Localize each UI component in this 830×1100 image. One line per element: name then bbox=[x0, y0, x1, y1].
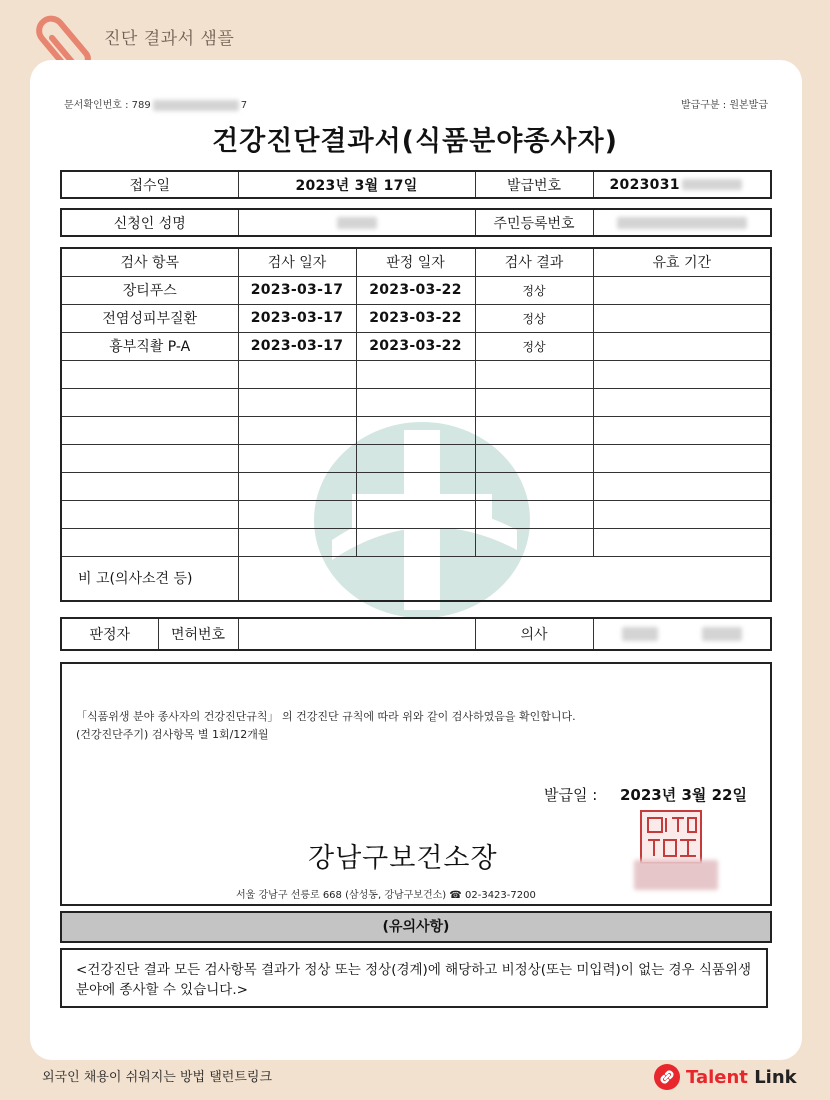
resident-number bbox=[593, 209, 771, 236]
column-header: 판정 일자 bbox=[356, 248, 475, 276]
test-result: 정상 bbox=[475, 332, 593, 360]
empty-row bbox=[61, 388, 771, 416]
sample-label: 진단 결과서 샘플 bbox=[104, 29, 235, 49]
doctor-name bbox=[593, 618, 771, 650]
health-center-chief: 강남구보건소장 bbox=[308, 843, 498, 874]
health-center-address: 서울 강남구 선릉로 668 (삼성동, 강남구보건소) ☎ 02-3423-7200 bbox=[236, 890, 536, 901]
empty-row bbox=[61, 472, 771, 500]
license-number bbox=[238, 618, 475, 650]
column-header: 검사 일자 bbox=[238, 248, 356, 276]
receipt-label: 접수일 bbox=[61, 171, 238, 198]
brand-link: Link bbox=[754, 1066, 797, 1088]
test-result: 정상 bbox=[475, 304, 593, 332]
issue-number: 2023031 bbox=[593, 171, 771, 198]
test-date: 2023-03-17 bbox=[238, 304, 356, 332]
applicant-name bbox=[238, 209, 475, 236]
valid-period bbox=[593, 276, 771, 304]
resident-number-label: 주민등록번호 bbox=[475, 209, 593, 236]
column-header: 검사 항목 bbox=[61, 248, 238, 276]
judge-table bbox=[60, 617, 772, 651]
issue-date-label: 발급일 : bbox=[544, 786, 598, 804]
official-seal-icon bbox=[640, 810, 702, 864]
column-header: 검사 결과 bbox=[475, 248, 593, 276]
talent-link-logo bbox=[654, 1064, 797, 1090]
doctor-label: 의사 bbox=[475, 618, 593, 650]
remarks-value bbox=[238, 556, 771, 601]
link-icon bbox=[654, 1064, 680, 1090]
valid-period bbox=[593, 332, 771, 360]
empty-row bbox=[61, 416, 771, 444]
issue-type: 발급구분 : 원본발급 bbox=[680, 100, 768, 111]
document-title: 건강진단결과서(식품분야종사자) bbox=[212, 126, 618, 157]
test-item: 장티푸스 bbox=[61, 276, 238, 304]
test-date: 2023-03-17 bbox=[238, 332, 356, 360]
table-row bbox=[61, 276, 771, 304]
test-result: 정상 bbox=[475, 276, 593, 304]
brand-talent: Talent bbox=[686, 1066, 748, 1088]
judge-date: 2023-03-22 bbox=[356, 304, 475, 332]
empty-row bbox=[61, 500, 771, 528]
applicant-table bbox=[60, 208, 772, 237]
caution-text: <건강진단 결과 모든 검사항목 결과가 정상 또는 정상(경계)에 해당하고 비정상(또는 미입력)이 없는 경우 식품위생 분야에 종사할 수 있습니다.> bbox=[60, 948, 768, 1008]
exam-cycle-text: (건강진단주기) 검사항목 별 1회/12개월 bbox=[76, 728, 269, 741]
document-number: 문서확인번호 : 789 7 bbox=[64, 100, 248, 111]
confirmation-text: 「식품위생 분야 종사자의 건강진단규칙」 의 건강진단 규칙에 따라 위와 같이 검사하였음을 확인합니다. bbox=[76, 710, 576, 723]
confirmation-box bbox=[60, 662, 772, 906]
issue-date: 2023년 3월 22일 bbox=[620, 786, 747, 804]
table-row bbox=[61, 332, 771, 360]
empty-row bbox=[61, 528, 771, 556]
judge-label: 판정자 bbox=[61, 618, 158, 650]
column-header: 유효 기간 bbox=[593, 248, 771, 276]
results-header-row bbox=[61, 248, 771, 276]
judge-date: 2023-03-22 bbox=[356, 276, 475, 304]
receipt-date: 2023년 3월 17일 bbox=[238, 171, 475, 198]
table-row bbox=[61, 304, 771, 332]
results-table bbox=[60, 247, 772, 602]
valid-period bbox=[593, 304, 771, 332]
footer-caption: 외국인 채용이 쉬워지는 방법 탤런트링크 bbox=[42, 1070, 273, 1085]
test-date: 2023-03-17 bbox=[238, 276, 356, 304]
issue-number-label: 발급번호 bbox=[475, 171, 593, 198]
empty-row bbox=[61, 444, 771, 472]
test-item: 흉부직촬 P-A bbox=[61, 332, 238, 360]
remarks-label: 비 고(의사소견 등) bbox=[61, 556, 238, 601]
license-label: 면허번호 bbox=[158, 618, 238, 650]
test-item: 전염성피부질환 bbox=[61, 304, 238, 332]
remarks-row bbox=[61, 556, 771, 601]
receipt-table bbox=[60, 170, 772, 199]
empty-row bbox=[61, 360, 771, 388]
redacted-stamp bbox=[634, 860, 718, 890]
applicant-label: 신청인 성명 bbox=[61, 209, 238, 236]
judge-date: 2023-03-22 bbox=[356, 332, 475, 360]
caution-title: (유의사항) bbox=[60, 911, 772, 943]
